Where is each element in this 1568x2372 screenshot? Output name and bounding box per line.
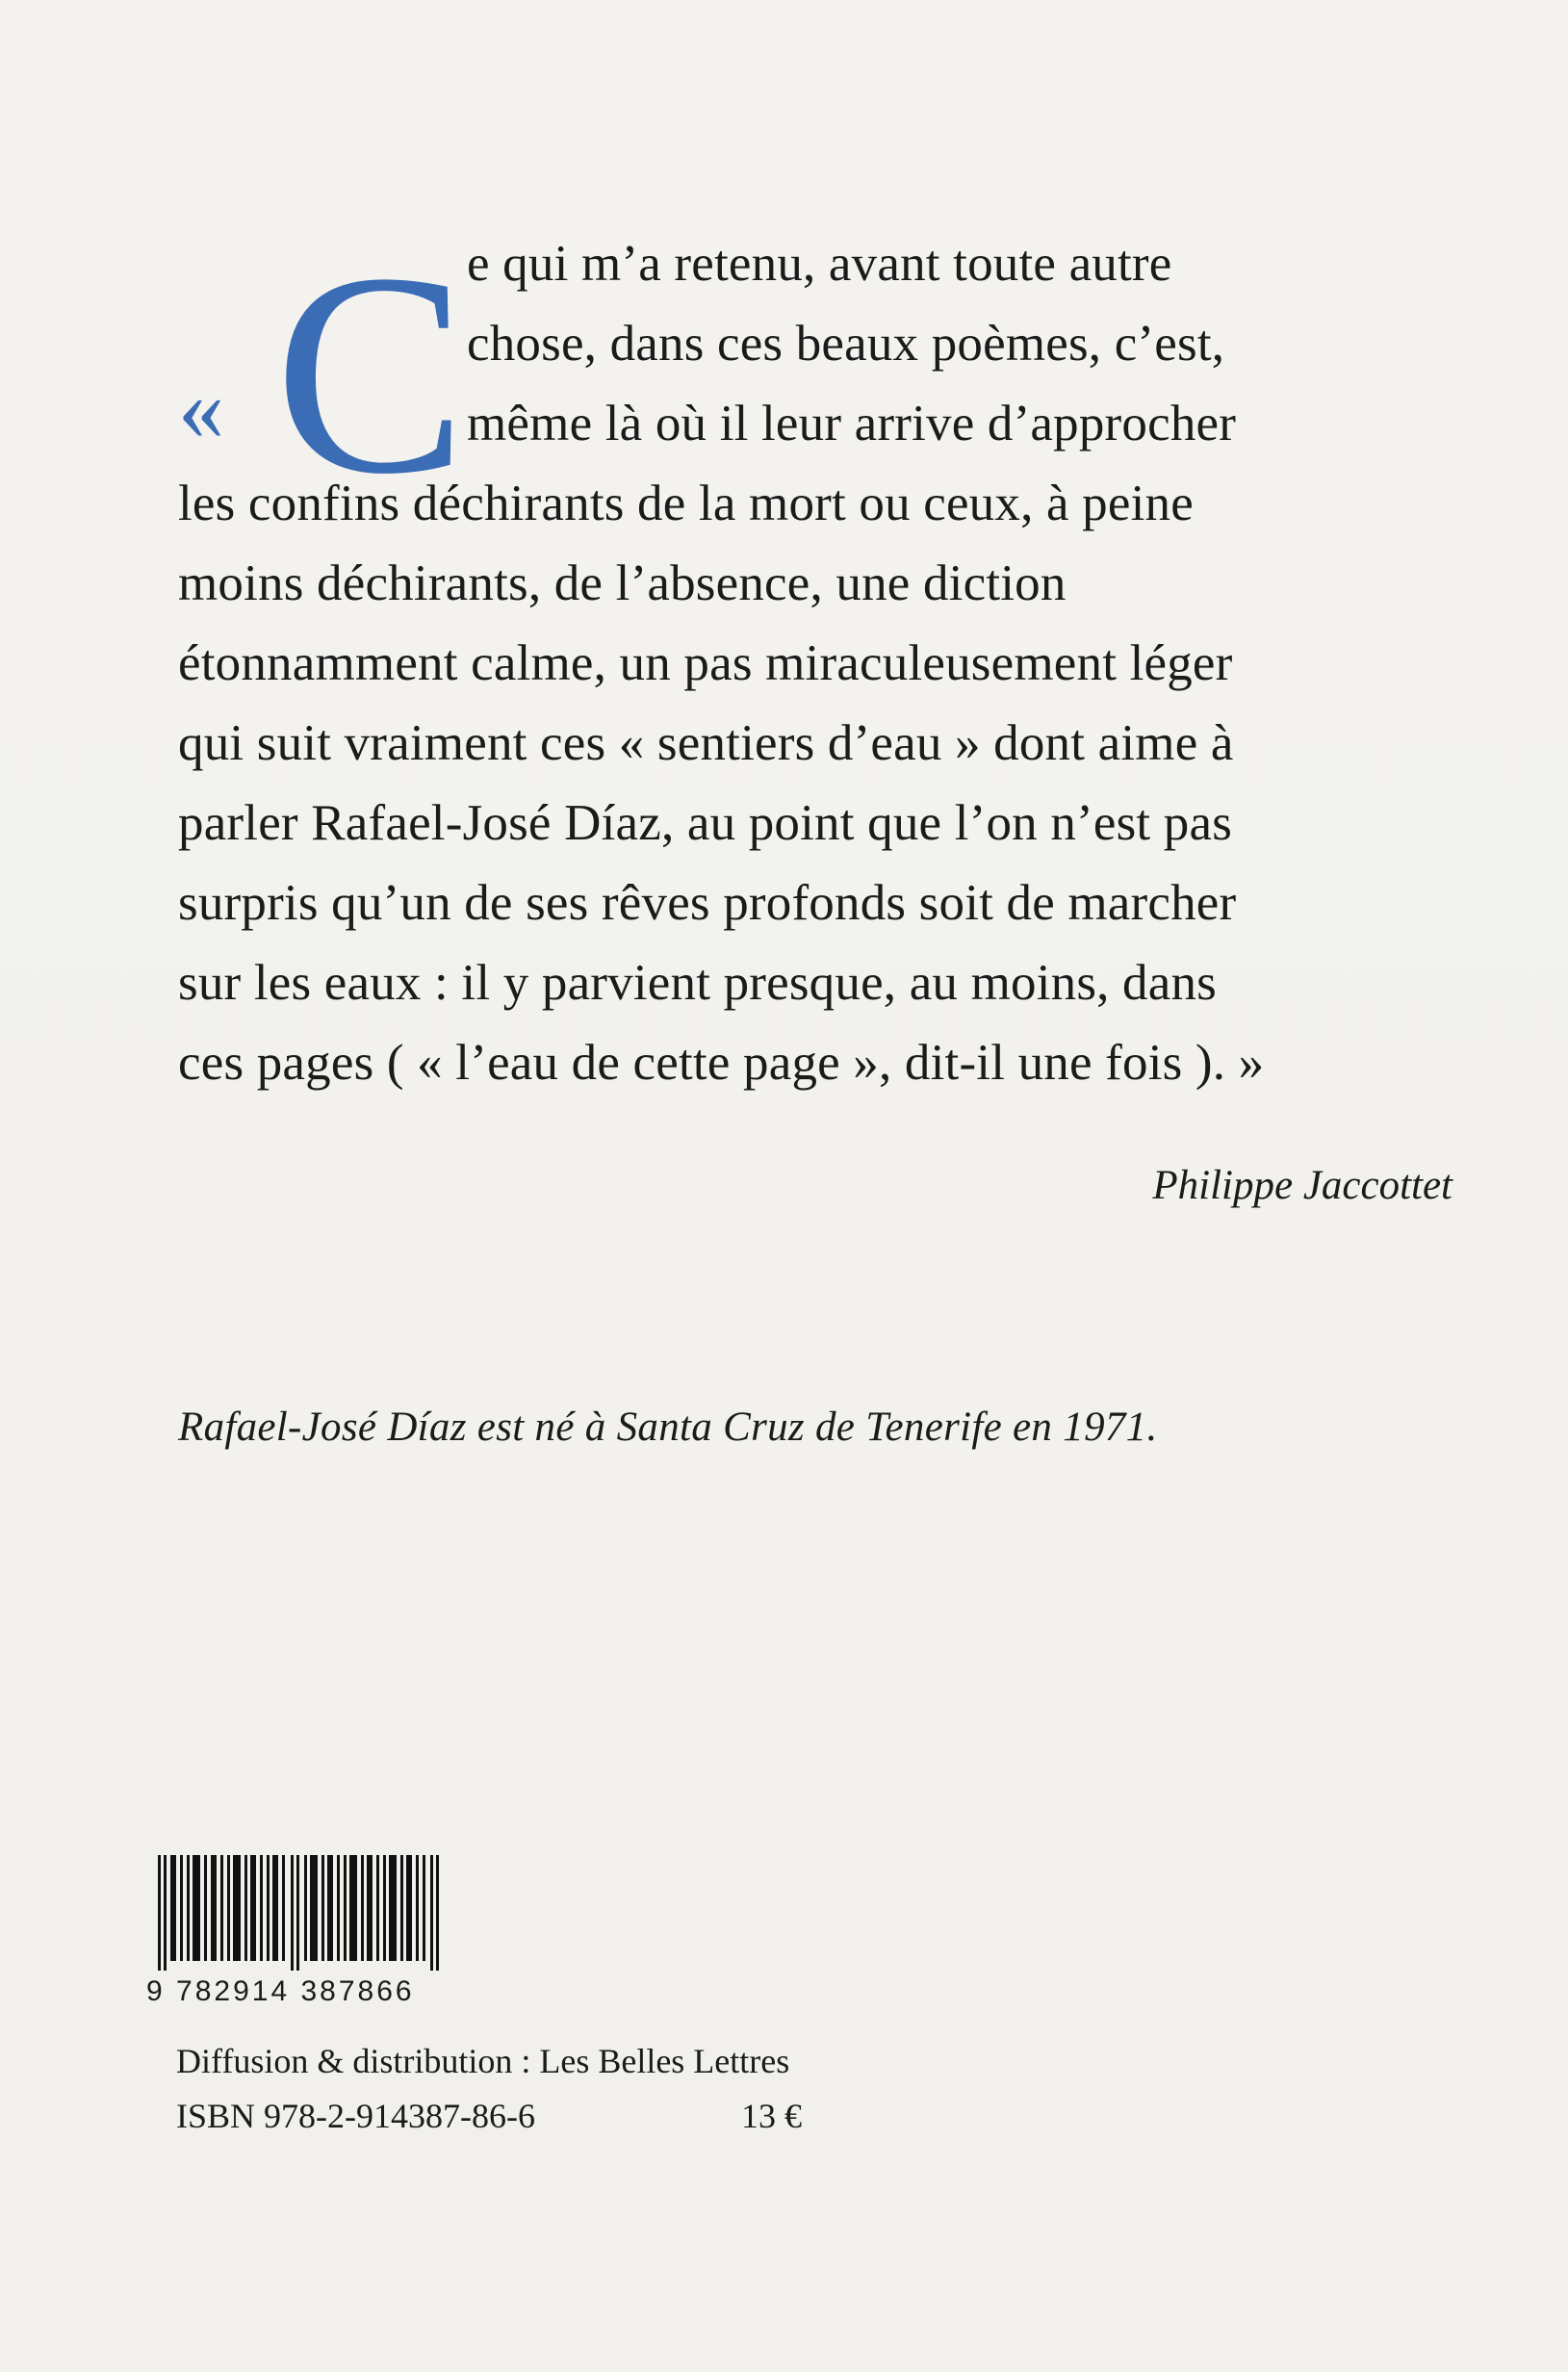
opening-guillemet: « xyxy=(178,356,224,459)
quote-attribution: Philippe Jaccottet xyxy=(1152,1163,1452,1208)
quote-line: les confins déchirants de la mort ou ceux, à peine xyxy=(178,476,1194,531)
author-bio: Rafael-José Díaz est né à Santa Cruz de Tenerife en 1971. xyxy=(178,1405,1158,1450)
quote-line: parler Rafael-José Díaz, au point que l’on n’est pas xyxy=(178,795,1233,851)
price-label: 13 € xyxy=(741,2097,802,2135)
barcode-digits: 9 782914 387866 xyxy=(146,1975,415,2007)
quote-line: étonnamment calme, un pas miraculeusement léger xyxy=(178,635,1233,691)
distribution-line: Diffusion & distribution : Les Belles Lettres xyxy=(176,2042,790,2080)
quote-line: ces pages ( « l’eau de cette page », dit-il une fois ). » xyxy=(178,1035,1265,1091)
quote-line: surpris qu’un de ses rêves profonds soit de marcher xyxy=(178,875,1237,931)
quote-line: même là où il leur arrive d’approcher xyxy=(467,396,1237,451)
isbn-line: ISBN 978-2-914387-86-6 xyxy=(176,2097,535,2135)
dropcap-letter: C xyxy=(274,214,468,533)
quote-line: e qui m’a retenu, avant toute autre xyxy=(467,236,1172,292)
quote-line: moins déchirants, de l’absence, une diction xyxy=(178,555,1067,611)
quote-line: qui suit vraiment ces « sentiers d’eau » dont aime à xyxy=(178,715,1234,771)
quote-line: chose, dans ces beaux poèmes, c’est, xyxy=(467,316,1225,372)
quote-line: sur les eaux : il y parvient presque, au moins, dans xyxy=(178,955,1217,1011)
